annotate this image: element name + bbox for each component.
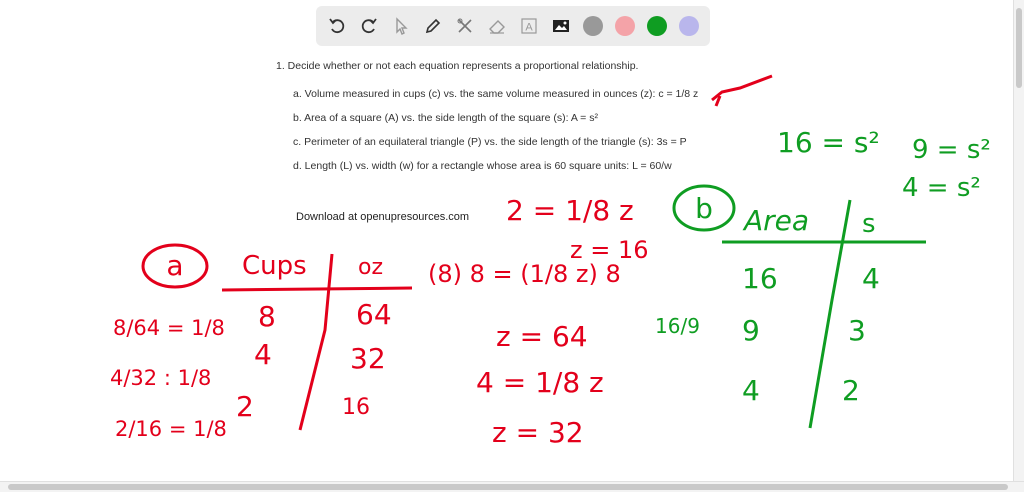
fraction-16-9: 16/9 <box>655 314 700 338</box>
table-a-hline <box>222 288 412 290</box>
red-annotations <box>110 194 649 449</box>
col-cups: Cups <box>242 251 307 281</box>
ratio-1: 8/64 = 1/8 <box>113 316 225 340</box>
eq-red-2: z = 16 <box>570 236 649 264</box>
col-s: s <box>862 209 876 239</box>
question-item-a: a. Volume measured in cups (c) vs. the same volume measured in ounces (z): c = 1/8 z <box>293 88 699 100</box>
question-item-d: d. Length (L) vs. width (w) for a rectangle whose area is 60 square units: L = 60/w <box>293 160 672 172</box>
label-b: b <box>695 192 713 225</box>
oz-row-2: 32 <box>350 342 386 375</box>
eq-green-2: 9 = s² <box>912 135 991 165</box>
question-title: 1. Decide whether or not each equation represents a proportional relationship. <box>276 60 639 72</box>
question-item-c: c. Perimeter of an equilateral triangle (P) vs. the side length of the triangle (s): 3s = P <box>293 136 687 148</box>
side-row-3: 2 <box>842 374 860 407</box>
area-row-3: 4 <box>742 374 760 407</box>
ratio-2: 4/32 : 1/8 <box>110 366 212 390</box>
eq-red-1: 2 = 1/8 z <box>506 194 634 227</box>
oz-row-1: 64 <box>356 298 392 331</box>
eq-green-1: 16 = s² <box>777 126 880 159</box>
red-check-mark <box>712 76 772 106</box>
side-row-1: 4 <box>862 262 880 295</box>
eq-red-3: (8) 8 = (1/8 z) 8 <box>428 260 621 288</box>
text-tool-label: A <box>525 21 533 34</box>
eq-green-3: 4 = s² <box>902 173 981 203</box>
cups-row-3: 2 <box>236 390 254 423</box>
horizontal-scroll-thumb[interactable] <box>8 484 1008 490</box>
vertical-scrollbar[interactable] <box>1013 0 1024 482</box>
question-item-b: b. Area of a square (A) vs. the side length of the square (s): A = s² <box>293 112 598 124</box>
oz-row-3: 16 <box>342 395 370 420</box>
cups-row-2: 4 <box>254 338 272 371</box>
col-oz: oz <box>358 255 384 280</box>
area-row-1: 16 <box>742 262 778 295</box>
horizontal-scrollbar[interactable] <box>0 481 1024 492</box>
eq-red-6: z = 32 <box>492 416 584 449</box>
side-row-2: 3 <box>848 314 866 347</box>
cups-row-1: 8 <box>258 300 276 333</box>
eq-red-4: z = 64 <box>496 320 588 353</box>
ratio-3: 2/16 = 1/8 <box>115 417 227 441</box>
eq-red-5: 4 = 1/8 z <box>476 366 604 399</box>
col-area: Area <box>744 204 810 237</box>
vertical-scroll-thumb[interactable] <box>1016 8 1022 88</box>
green-annotations <box>655 126 991 428</box>
download-link[interactable]: Download at openupresources.com <box>296 211 470 223</box>
area-row-2: 9 <box>742 314 760 347</box>
label-a: a <box>166 249 184 282</box>
